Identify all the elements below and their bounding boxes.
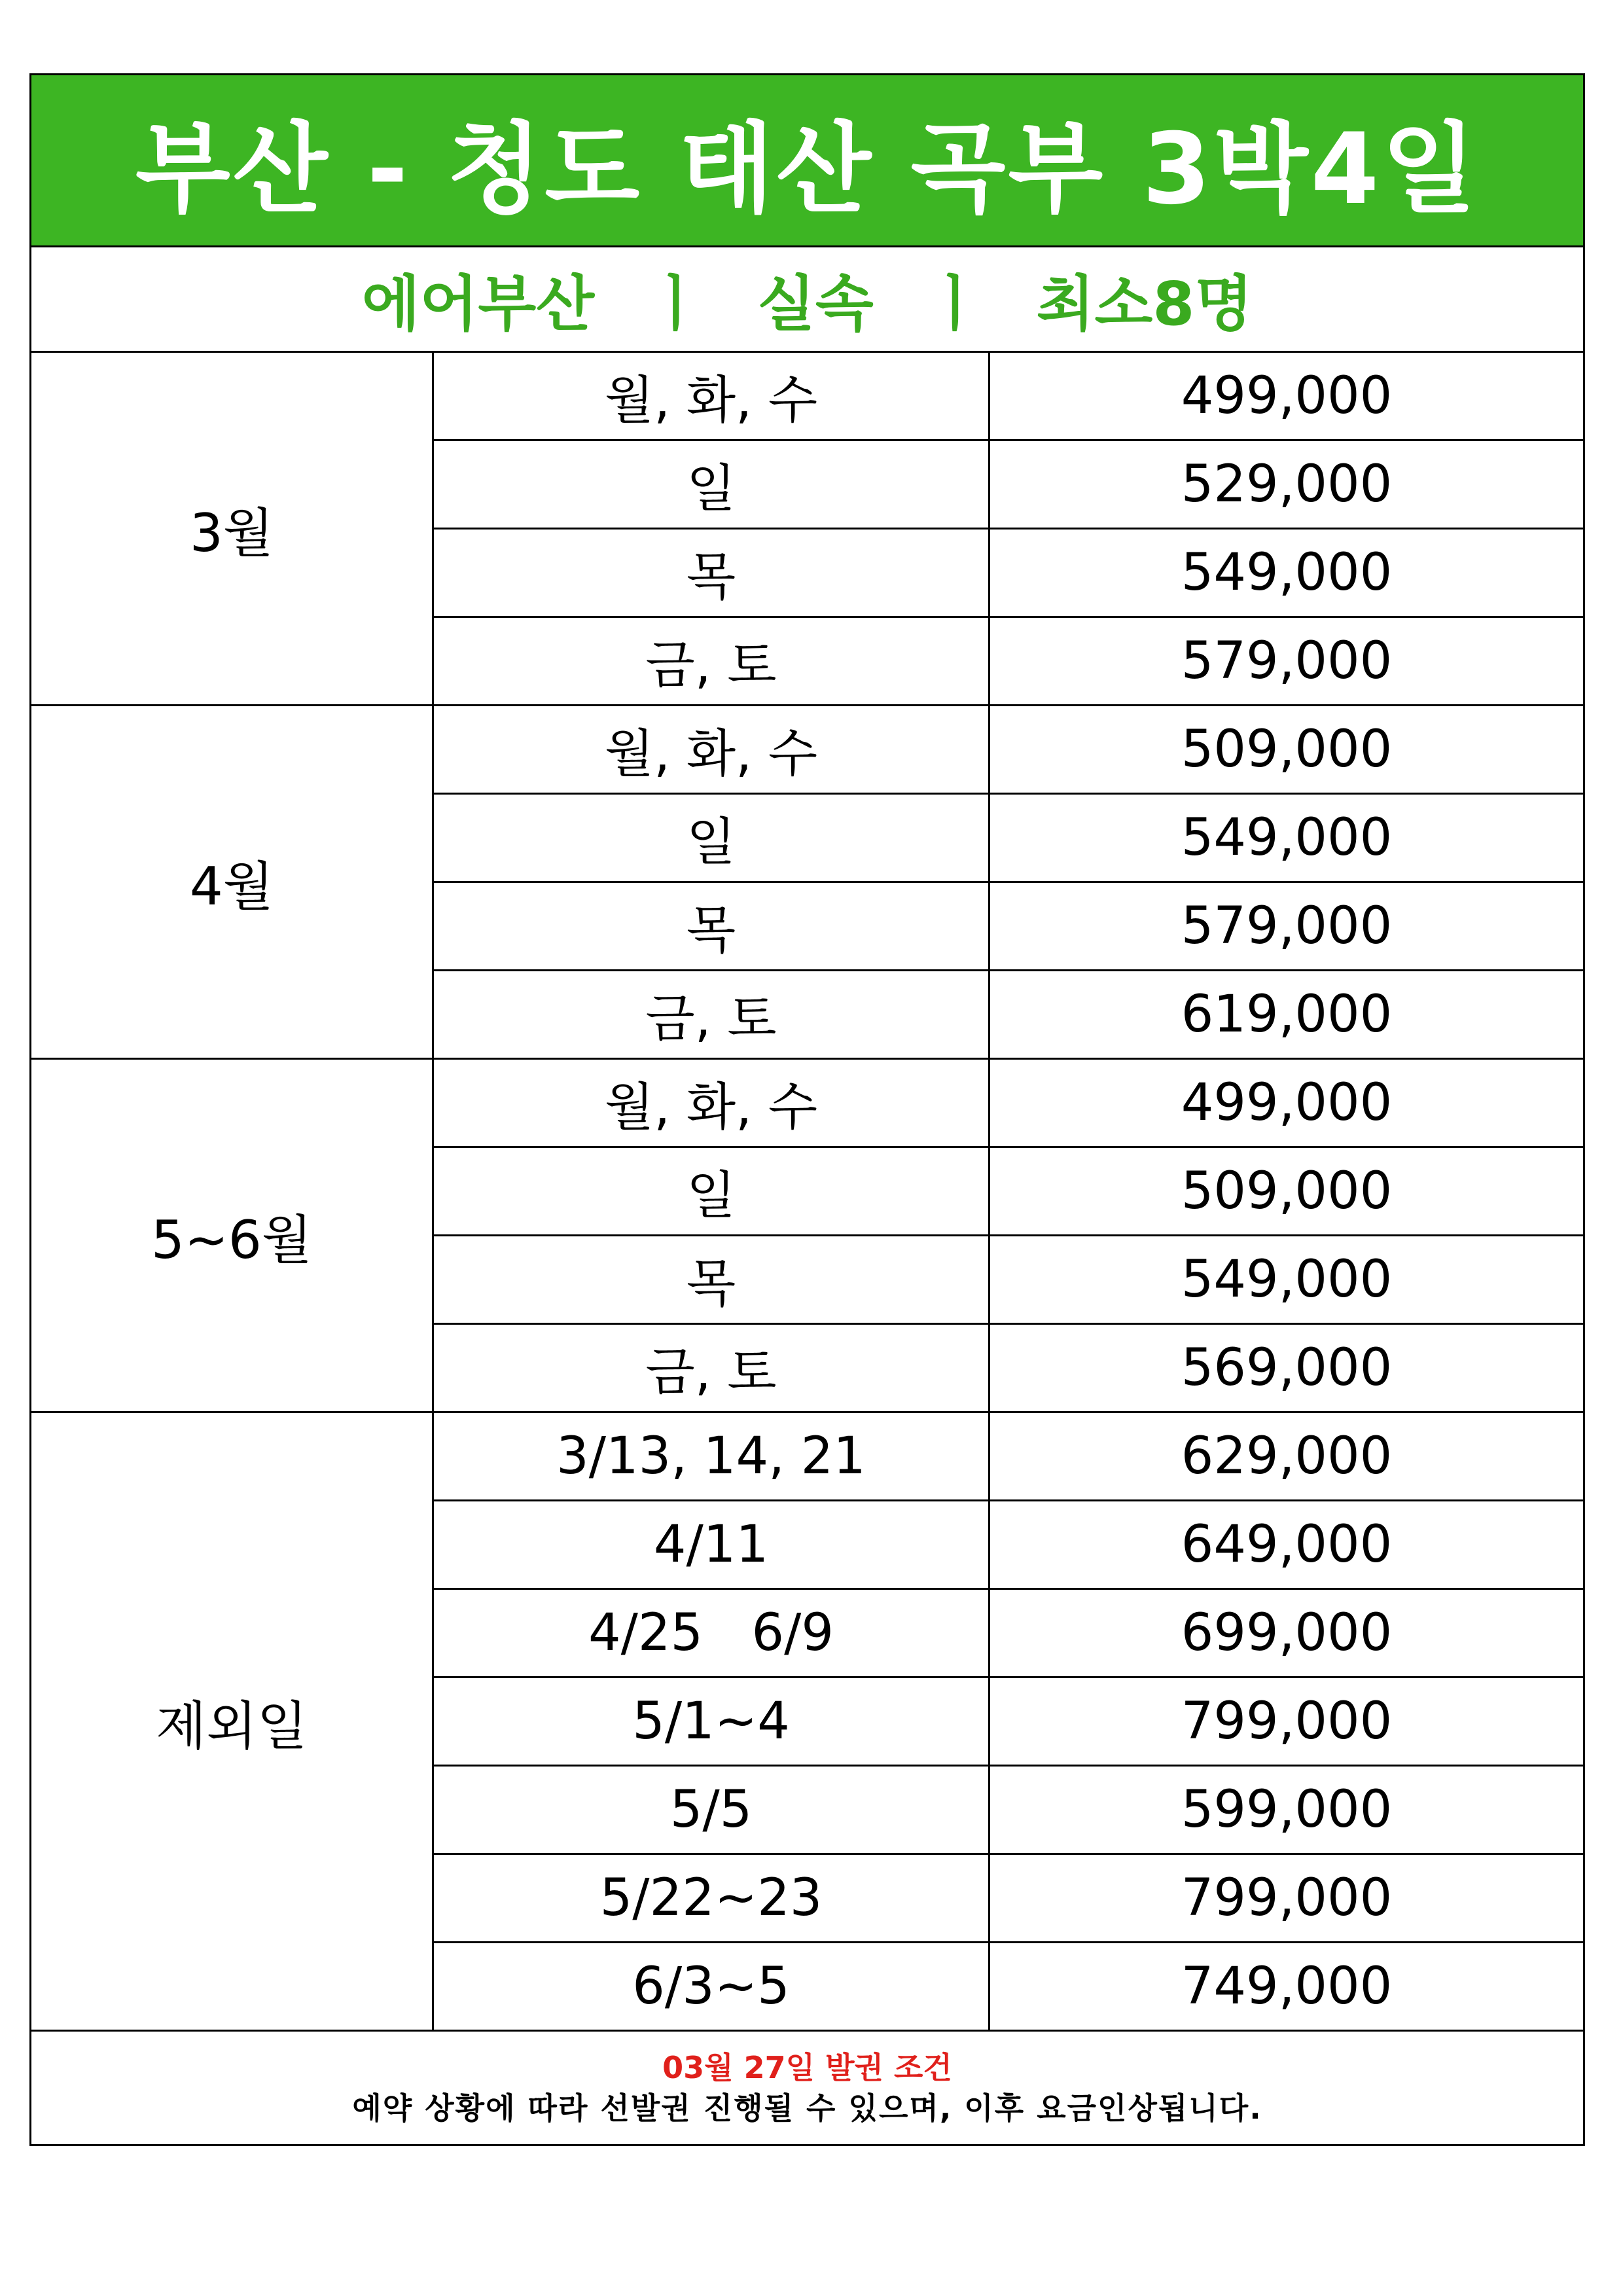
table-row [31, 352, 1584, 440]
price: 749,000 [990, 1943, 1584, 2031]
departure-day: 일 [433, 1147, 990, 1236]
departure-day: 일 [433, 794, 990, 882]
title-row [31, 75, 1584, 247]
note [31, 2031, 1584, 2145]
price: 649,000 [990, 1501, 1584, 1589]
departure-day: 금, 토 [433, 971, 990, 1059]
minimum-people-label: 최소8명 [1036, 269, 1253, 339]
price: 549,000 [990, 529, 1584, 617]
price-sheet [29, 73, 1583, 2146]
price: 549,000 [990, 794, 1584, 882]
departure-day: 월, 화, 수 [433, 1059, 990, 1147]
subtitle-separator: ㅣ [647, 269, 705, 339]
departure-day: 목 [433, 882, 990, 971]
price: 799,000 [990, 1854, 1584, 1943]
departure-day: 3/13, 14, 21 [433, 1412, 990, 1501]
subtitle-row [31, 247, 1584, 352]
departure-day: 4/25 6/9 [433, 1589, 990, 1677]
subtitle [31, 247, 1584, 352]
price: 799,000 [990, 1677, 1584, 1766]
price: 699,000 [990, 1589, 1584, 1677]
departure-day: 목 [433, 1236, 990, 1324]
price: 509,000 [990, 706, 1584, 794]
departure-day: 4/11 [433, 1501, 990, 1589]
note-row [31, 2031, 1584, 2145]
period-label: 3월 [31, 352, 433, 706]
departure-day: 금, 토 [433, 617, 990, 706]
price: 529,000 [990, 440, 1584, 529]
departure-day: 5/1~4 [433, 1677, 990, 1766]
price: 579,000 [990, 617, 1584, 706]
price: 619,000 [990, 971, 1584, 1059]
price: 509,000 [990, 1147, 1584, 1236]
price-table [29, 73, 1585, 2146]
departure-day: 월, 화, 수 [433, 352, 990, 440]
table-row [31, 1059, 1584, 1147]
page-title: 부산 - 청도 태산 곡부 3박4일 [31, 75, 1584, 247]
price: 579,000 [990, 882, 1584, 971]
departure-day: 금, 토 [433, 1324, 990, 1412]
departure-day: 일 [433, 440, 990, 529]
period-label: 5~6월 [31, 1059, 433, 1412]
departure-day: 목 [433, 529, 990, 617]
departure-day: 5/22~23 [433, 1854, 990, 1943]
price: 549,000 [990, 1236, 1584, 1324]
departure-day: 6/3~5 [433, 1943, 990, 2031]
price: 499,000 [990, 1059, 1584, 1147]
period-label: 제외일 [31, 1412, 433, 2031]
subtitle-separator: ㅣ [925, 269, 984, 339]
price: 569,000 [990, 1324, 1584, 1412]
table-row [31, 1412, 1584, 1501]
airline-label: 에어부산 [361, 269, 595, 339]
table-row [31, 706, 1584, 794]
ticketing-condition: 03월 27일 발권 조건 [662, 2049, 952, 2085]
price: 499,000 [990, 352, 1584, 440]
tour-type-label: 실속 [757, 269, 874, 339]
departure-day: 5/5 [433, 1766, 990, 1854]
departure-day: 월, 화, 수 [433, 706, 990, 794]
price: 599,000 [990, 1766, 1584, 1854]
price: 629,000 [990, 1412, 1584, 1501]
price-notice: 예약 상황에 따라 선발권 진행될 수 있으며, 이후 요금인상됩니다. [352, 2090, 1262, 2126]
period-label: 4월 [31, 706, 433, 1059]
